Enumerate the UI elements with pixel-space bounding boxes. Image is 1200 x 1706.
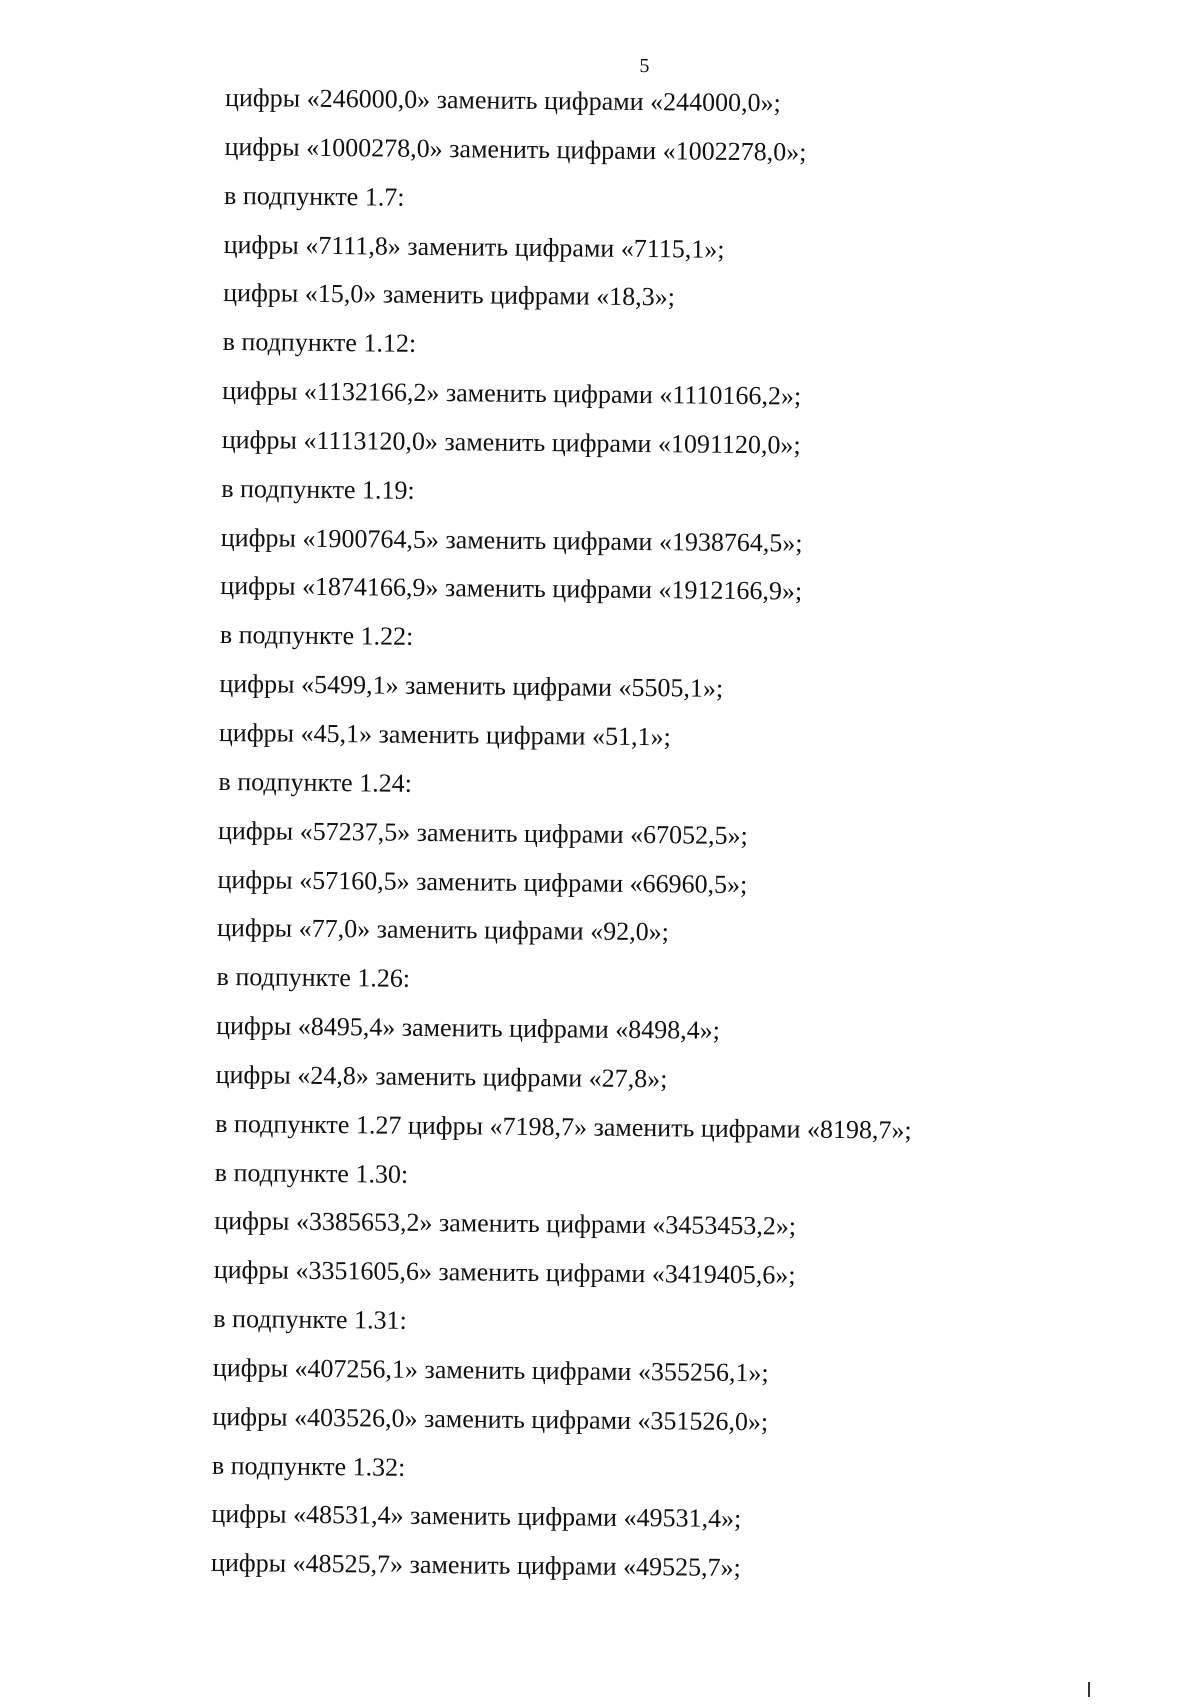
subclause-heading: в подпункте 1.22: [219,620,414,652]
text-line: цифры «45,1» заменить цифрами «51,1»; [218,717,671,752]
text-line: цифры «7111,8» заменить цифрами «7115,1»; [223,229,725,264]
text-line: цифры «3385653,2» заменить цифрами «3453453,2»; [214,1206,797,1241]
text-line: цифры «15,0» заменить цифрами «18,3»; [223,278,676,312]
text-line: цифры «1113120,0» заменить цифрами «1091120,0»; [221,424,801,460]
page-number: 5 [639,54,650,78]
subclause-heading: в подпункте 1.19: [221,473,415,505]
text-line: цифры «3351605,6» заменить цифрами «3419405,6»; [213,1255,796,1290]
text-line: цифры «57160,5» заменить цифрами «66960,5»; [217,864,748,899]
scan-artifact-mark [1088,1682,1090,1697]
subclause-heading: в подпункте 1.30: [214,1157,409,1189]
text-line: цифры «1900764,5» заменить цифрами «1938764,5»; [220,522,803,558]
text-line: цифры «1132166,2» заменить цифрами «1110166,2»; [222,376,802,411]
subclause-heading: в подпункте 1.12: [222,327,417,359]
text-line: цифры «77,0» заменить цифрами «92,0»; [216,913,670,947]
subclause-heading: в подпункте 1.7: [223,180,405,212]
subclause-heading: в подпункте 1.32: [211,1450,406,1482]
subclause-heading: в подпункте 1.24: [218,766,413,798]
text-line: цифры «48525,7» заменить цифрами «49525,7»; [210,1548,741,1583]
text-line: цифры «403526,0» заменить цифрами «351526,0»; [212,1401,769,1437]
text-line: цифры «57237,5» заменить цифрами «67052,5»; [217,815,748,850]
text-line: цифры «5499,1» заменить цифрами «5505,1»; [219,669,724,703]
text-line: цифры «1874166,9» заменить цифрами «1912166,9»; [220,571,803,606]
subclause-heading: в подпункте 1.31: [213,1304,407,1335]
text-line: цифры «246000,0» заменить цифрами «244000,0»; [224,82,781,118]
text-line: цифры «24,8» заменить цифрами «27,8»; [215,1059,668,1094]
subclause-heading: в подпункте 1.26: [216,962,411,993]
text-line: цифры «48531,4» заменить цифрами «49531,4»; [211,1499,742,1534]
text-line: цифры «1000278,0» заменить цифрами «1002278,0»; [224,131,807,167]
text-line: цифры «407256,1» заменить цифрами «355256,1»; [212,1352,769,1388]
amendment-list [211,74,1125,1597]
text-line: в подпункте 1.27 цифры «7198,7» заменить цифрами «8198,7»; [215,1108,912,1145]
text-line: цифры «8495,4» заменить цифрами «8498,4»; [216,1010,721,1045]
